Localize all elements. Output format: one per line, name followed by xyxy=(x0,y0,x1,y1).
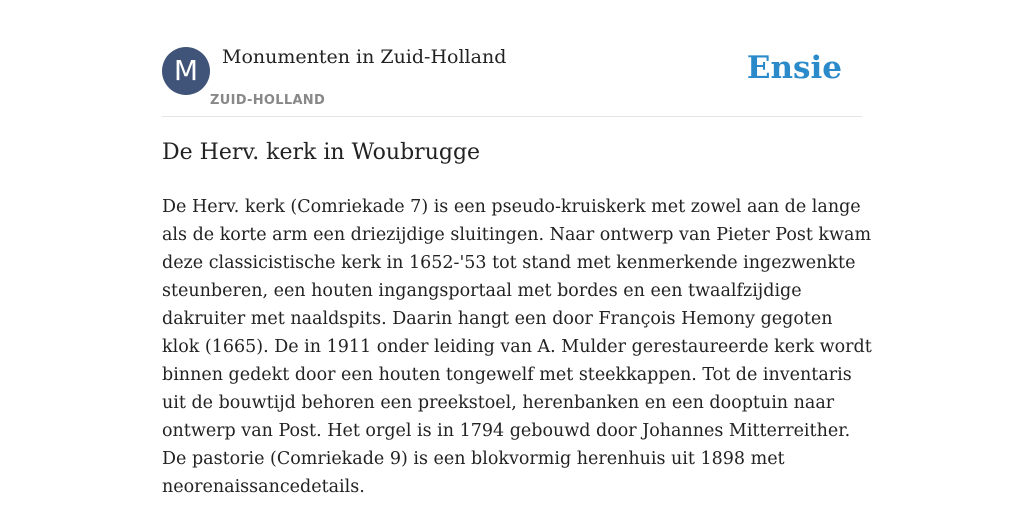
collection-avatar[interactable]: M xyxy=(162,47,210,95)
article-title: De Herv. kerk in Woubrugge xyxy=(162,140,481,165)
collection-header xyxy=(162,46,862,117)
article-body: De Herv. kerk (Comriekade 7) is een pseudo-kruiskerk met zowel aan de lange als de korte arm een driezijdige sluitingen. Naar ontwerp van Pieter Post kwam deze classicistische kerk in 1652-'53 tot stand met kenmerkende ingezwenkte steunberen, een houten ingangsportaal met bordes en een twaalfzijdige dakruiter met naaldspits. Daarin hangt een door François Hemony gegoten klok (1665). De in 1911 onder leiding van A. Mulder gerestaureerde kerk wordt binnen gedekt door een houten tongewelf met steekkappen. Tot de inventaris uit de bouwtijd behoren een preekstoel, herenbanken en een dooptuin naar ontwerp van Post. Het orgel is in 1794 gebouwd door Johannes Mitterreither. De pastorie (Comriekade 9) is een blokvormig herenhuis uit 1898 met neorenaissancedetails. xyxy=(162,197,872,497)
collection-category-link[interactable]: ZUID-HOLLAND xyxy=(210,93,326,108)
collection-title-link[interactable]: Monumenten in Zuid-Holland xyxy=(222,46,507,68)
ensie-logo[interactable]: Ensie xyxy=(746,50,842,86)
